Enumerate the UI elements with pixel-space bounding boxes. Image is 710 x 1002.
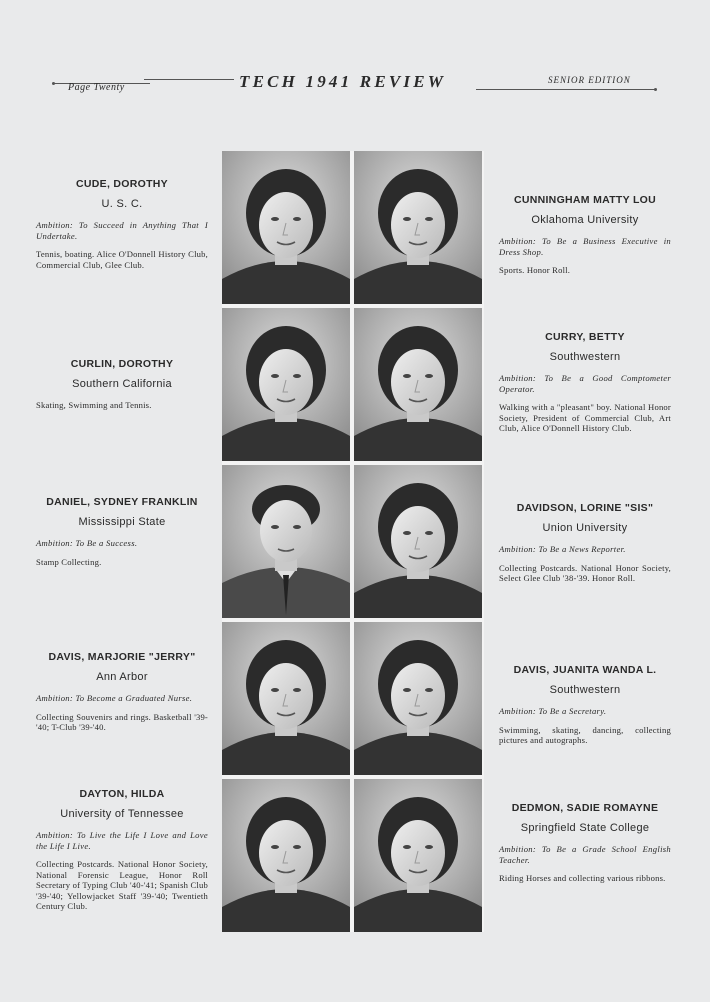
student-bio	[36, 496, 208, 567]
student-bio	[36, 651, 208, 733]
student-name: DAVIDSON, LORINE "SIS"	[516, 502, 654, 514]
portrait-photo	[222, 779, 350, 932]
student-school: Ann Arbor	[96, 671, 148, 683]
student-activities: Walking with a "pleasant" boy. National Honor Society, President of Commercial Club, Art Club, Alice O'Donnell History Club.	[499, 402, 671, 433]
student-school: Southwestern	[549, 684, 621, 696]
student-ambition: Ambition: To Be a Grade School English Teacher.	[499, 844, 671, 865]
student-school: Southern California	[72, 378, 172, 390]
student-activities: Collecting Postcards. National Honor Society, Select Glee Club '38-'39. Honor Roll.	[499, 562, 671, 583]
portrait-photo	[354, 151, 482, 304]
student-ambition: Ambition: To Become a Graduated Nurse.	[36, 693, 193, 703]
student-school: Union University	[542, 522, 628, 534]
student-ambition: Ambition: To Be a News Reporter.	[499, 544, 626, 554]
student-school: U. S. C.	[101, 198, 143, 210]
student-activities: Skating, Swimming and Tennis.	[36, 400, 152, 410]
student-name: CUNNINGHAM MATTY LOU	[513, 194, 657, 206]
portrait-photo	[354, 779, 482, 932]
photo-grid	[222, 151, 484, 932]
student-activities: Collecting Souvenirs and rings. Basketball '39-'40; T-Club '39-'40.	[36, 711, 208, 732]
student-ambition: Ambition: To Be a Good Comptometer Operator.	[499, 373, 671, 394]
student-activities: Riding Horses and collecting various ribbons.	[499, 873, 666, 883]
portrait-photo	[222, 622, 350, 775]
portrait-photo	[354, 622, 482, 775]
student-ambition: Ambition: To Be a Success.	[36, 538, 138, 548]
student-school: Springfield State College	[520, 822, 650, 834]
portrait-photo	[222, 151, 350, 304]
portrait-photo	[222, 465, 350, 618]
portrait-photo	[354, 465, 482, 618]
student-activities: Swimming, skating, dancing, collecting pictures and autographs.	[499, 724, 671, 745]
header-rule-right	[476, 89, 656, 90]
student-ambition: Ambition: To Succeed in Anything That I Undertake.	[36, 220, 208, 241]
portrait-photo	[354, 308, 482, 461]
student-name: CURRY, BETTY	[545, 331, 625, 343]
student-ambition: Ambition: To Be a Secretary.	[499, 706, 607, 716]
page-number: Page Twenty	[68, 82, 125, 93]
student-activities: Sports. Honor Roll.	[499, 265, 571, 275]
student-name: CUDE, DOROTHY	[76, 178, 168, 190]
student-bio	[36, 178, 208, 270]
student-name: CURLIN, DOROTHY	[70, 358, 174, 370]
page-header	[48, 70, 660, 100]
portrait-photo	[222, 308, 350, 461]
student-name: DAVIS, JUANITA WANDA L.	[513, 664, 657, 676]
header-rule-left-upper	[144, 79, 234, 80]
student-bio	[499, 194, 671, 276]
rule-dot	[654, 88, 657, 91]
publication-title: TECH 1941 REVIEW	[239, 72, 447, 91]
student-bio	[36, 358, 208, 411]
student-activities: Stamp Collecting.	[36, 556, 102, 567]
student-ambition: Ambition: To Be a Business Executive in Dress Shop.	[499, 236, 671, 257]
student-school: Mississippi State	[78, 516, 166, 528]
student-activities: Tennis, boating. Alice O'Donnell History Club, Commercial Club, Glee Club.	[36, 249, 208, 270]
student-school: Oklahoma University	[531, 214, 639, 226]
student-bio	[499, 331, 671, 434]
student-activities: Collecting Postcards. National Honor Society, National Forensic League, Honor Roll Secretary of Typing Club '40-'41; Spanish Club '39-'40; Yellowjacket Staff '39-'40; Twentieth Century Club.	[36, 859, 208, 911]
student-ambition: Ambition: To Live the Life I Love and Love the Life I Live.	[36, 830, 208, 851]
edition-label: SENIOR EDITION	[548, 75, 631, 85]
student-bio	[499, 664, 671, 746]
student-bio	[499, 802, 671, 884]
student-name: DEDMON, SADIE ROMAYNE	[511, 802, 659, 814]
student-school: Southwestern	[549, 351, 621, 363]
student-name: DAVIS, MARJORIE "JERRY"	[48, 651, 196, 663]
student-bio	[499, 502, 671, 584]
student-bio	[36, 788, 208, 912]
student-school: University of Tennessee	[60, 808, 184, 820]
student-name: DANIEL, SYDNEY FRANKLIN	[46, 496, 198, 508]
student-name: DAYTON, HILDA	[79, 788, 165, 800]
